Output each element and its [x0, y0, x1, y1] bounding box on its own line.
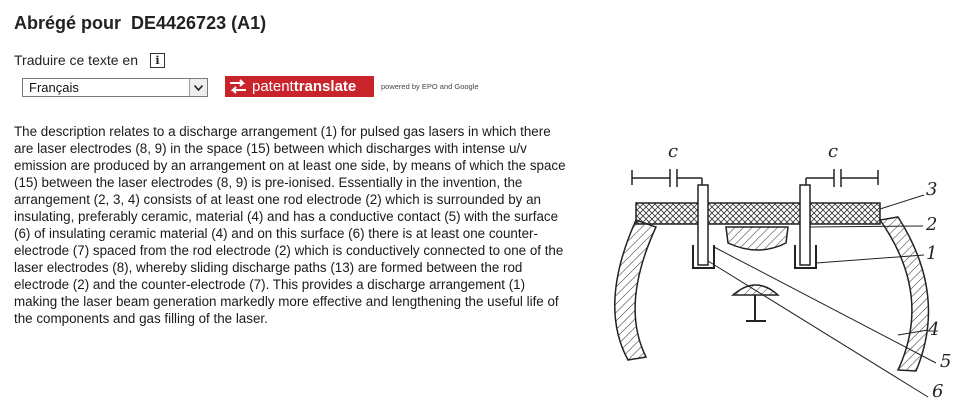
label-4: 4 [928, 319, 940, 340]
language-select[interactable] [22, 78, 208, 97]
page-title: Abrégé pour DE4426723 (A1) [14, 13, 267, 33]
capacitor-right [806, 169, 878, 187]
powered-by-text: powered by EPO and Google [381, 82, 479, 91]
rod-electrode-right [800, 185, 810, 265]
swap-arrows-icon [228, 79, 248, 94]
logo-suffix: translate [293, 78, 357, 95]
info-icon[interactable]: i [150, 53, 165, 68]
rod-electrode-left [698, 185, 708, 265]
insulating-plate [636, 203, 880, 224]
label-c-right: c [828, 141, 839, 162]
housing-right-wall [880, 217, 928, 371]
chevron-down-icon[interactable] [189, 79, 207, 96]
language-select-value: Français [29, 80, 79, 95]
label-6: 6 [932, 381, 944, 402]
translate-label: Traduire ce texte en [14, 52, 138, 68]
logo-prefix: patent [252, 78, 294, 95]
patent-drawing [598, 135, 968, 405]
housing-left-wall [615, 220, 656, 360]
upper-electrode [726, 227, 788, 250]
abstract-text: The description relates to a discharge arrangement (1) for pulsed gas lasers in which there are laser electrodes (8, 9) in the space (15) between which discharges with intense u/v emission are produced by an arrangement on at least one side, by means of which the space (15) between the laser electrodes (8, 9) is pre-ionised. Essentially in the invention, the arrangement (2, 3, 4) consists of at least one rod electrode (2) which is surrounded by an insulating, preferably ceramic, material (4) and has a conductive contact (5) with the surface (6) of insulating ceramic material (4) and on this surface (6) there is at least one counter-electrode (7) spaced from the rod electrode (2) which is conductively connected to one of the laser electrodes (8), whereby sliding discharge paths (13) are formed between the rod electrode (2) and the counter-electrode (7). This provides a discharge arrangement (1) making the laser beam generation markedly more effective and lengthening the useful life of the components and gas filling of the laser. [14, 124, 566, 326]
label-2: 2 [926, 214, 938, 235]
translate-row [14, 52, 165, 68]
label-c-left: c [668, 141, 679, 162]
patent-translate-logo[interactable] [225, 76, 374, 97]
label-1: 1 [926, 243, 938, 264]
capacitor-left [632, 169, 702, 187]
label-3: 3 [926, 179, 938, 200]
label-5: 5 [940, 351, 952, 372]
patent-translate-text [252, 78, 356, 95]
